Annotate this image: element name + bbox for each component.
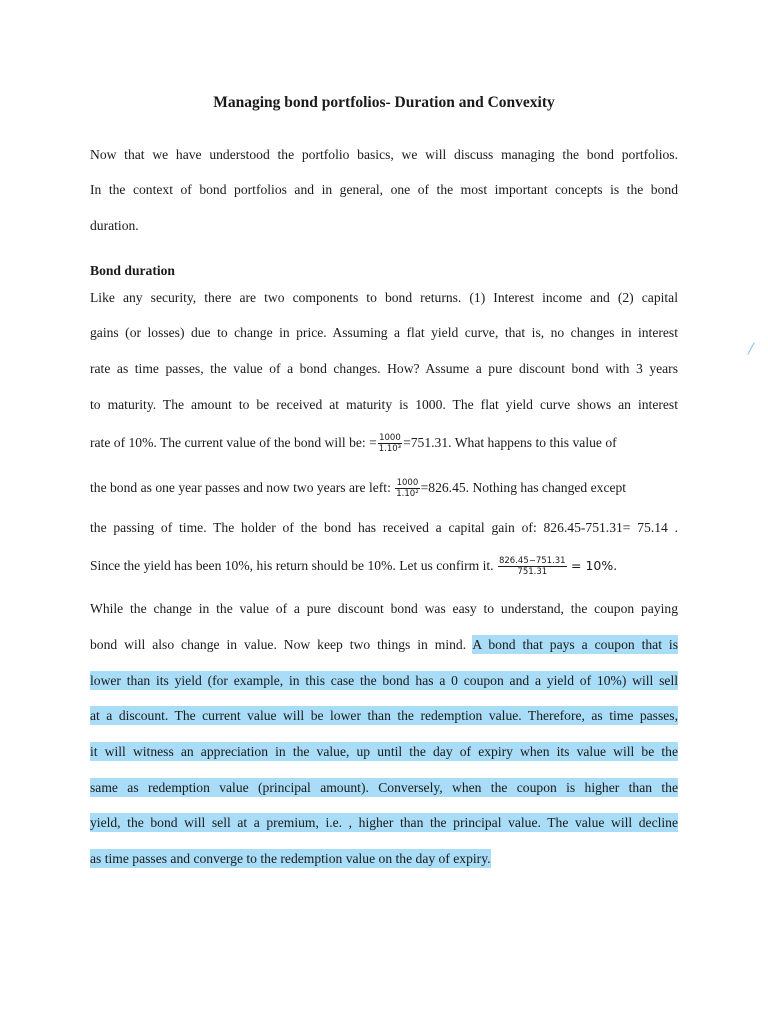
highlighted-text: it will witness an appreciation in the value, up until the day of expiry when its value will be the — [90, 744, 678, 759]
highlighted-text: yield, the bond will sell at a premium, i.e. , higher than the principal value. The value will decline — [90, 815, 678, 830]
para-line-10 — [90, 635, 678, 655]
section-heading: Bond duration — [90, 263, 175, 278]
para-line-6-start: the bond as one year passes and now two years are left: — [90, 480, 391, 495]
para-line-4: to maturity. The amount to be received at maturity is 1000. The flat yield curve shows an interest — [90, 397, 678, 412]
highlighted-line-14 — [90, 778, 678, 798]
fraction-one-year-value — [395, 478, 419, 499]
fraction-numerator: 826.45−751.31 — [498, 556, 566, 567]
highlighted-text: same as redemption value (principal amount). Conversely, when the coupon is higher than the — [90, 780, 678, 795]
highlighted-line-16 — [90, 849, 678, 869]
fraction-denominator: 1.10² — [396, 489, 419, 500]
para-line-3: rate as time passes, the value of a bond changes. How? Assume a pure discount bond with 3 years — [90, 361, 678, 376]
para-line-5-end: =751.31. What happens to this value of — [403, 435, 617, 450]
para-line-6-end: =826.45. Nothing has changed except — [420, 480, 627, 495]
highlighted-text: lower than its yield (for example, in this case the bond has a 0 coupon and a yield of 10%) will sell — [90, 673, 678, 688]
fraction-numerator: 1000 — [396, 478, 419, 489]
para-line-8-end: = 10%. — [571, 558, 618, 573]
page-title: Managing bond portfolios- Duration and Convexity — [213, 94, 555, 111]
fraction-denominator: 1.10³ — [378, 444, 402, 455]
highlighted-text: at a discount. The current value will be lower than the redemption value. Therefore, as time passes, — [90, 708, 678, 723]
fraction-denominator: 751.31 — [517, 567, 548, 578]
highlighted-text: A bond that pays a coupon that is — [472, 637, 678, 652]
para-line-5-start: rate of 10%. The current value of the bond will be: = — [90, 435, 377, 450]
pen-stroke-mark-icon — [746, 341, 756, 355]
fraction-current-value — [378, 433, 402, 454]
para-line-6 — [90, 478, 678, 499]
highlighted-line-12 — [90, 706, 678, 726]
para-line-8 — [90, 556, 678, 577]
intro-line-2: In the context of bond portfolios and in general, one of the most important concepts is the bond — [90, 182, 678, 197]
highlighted-line-13 — [90, 742, 678, 762]
para-line-1: Like any security, there are two components to bond returns. (1) Interest income and (2) capital — [90, 290, 678, 305]
para-line-10-start: bond will also change in value. Now keep two things in mind. — [90, 637, 467, 652]
para-line-8-start: Since the yield has been 10%, his return should be 10%. Let us confirm it. — [90, 558, 494, 573]
para-line-7: the passing of time. The holder of the bond has received a capital gain of: 826.45-751.31= 75.14 . — [90, 520, 678, 535]
para-line-2: gains (or losses) due to change in price. Assuming a flat yield curve, that is, no changes in interest — [90, 325, 678, 340]
intro-line-1: Now that we have understood the portfolio basics, we will discuss managing the bond portfolios. — [90, 147, 678, 162]
highlighted-text: as time passes and converge to the redemption value on the day of expiry. — [90, 851, 491, 866]
highlighted-line-11 — [90, 671, 678, 691]
fraction-return-calculation — [498, 556, 567, 577]
para-line-5 — [90, 433, 678, 454]
fraction-numerator: 1000 — [379, 433, 401, 444]
highlighted-line-15 — [90, 813, 678, 833]
para-line-9: While the change in the value of a pure discount bond was easy to understand, the coupon paying — [90, 601, 678, 616]
intro-line-3: duration. — [90, 218, 139, 233]
